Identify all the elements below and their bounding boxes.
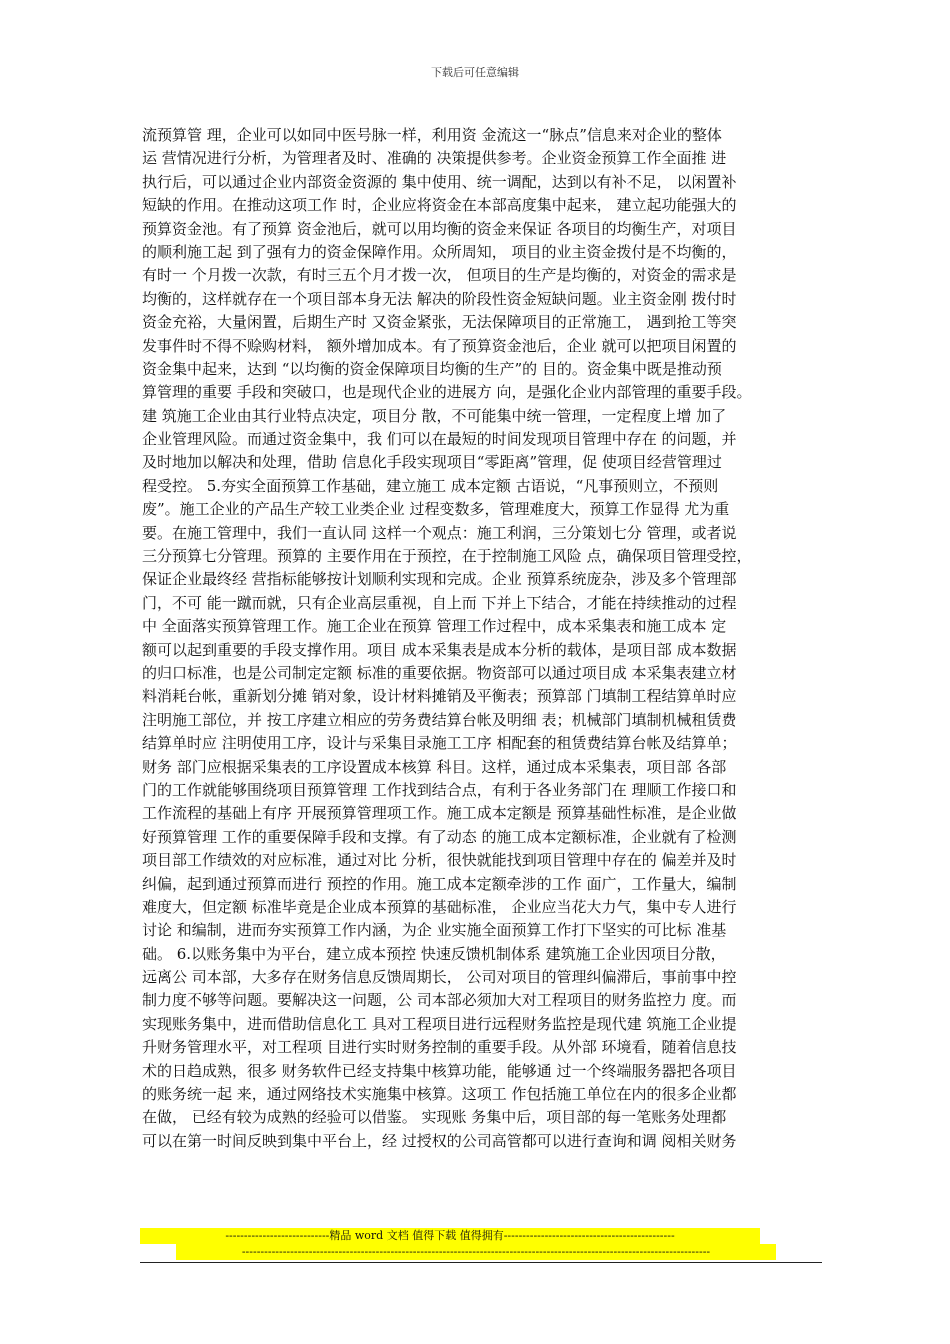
body-line: 运 营情况进行分析，为管理者及时、准确的 决策提供参考。企业资金预算工作全面推 进 <box>142 149 727 168</box>
body-line: 有时一 个月拨一次款，有时三五个月才拨一次， 但项目的生产是均衡的，对资金的需求是 <box>142 266 737 285</box>
body-line: 废”。施工企业的产品生产较工业类企业 过程变数多，管理难度大，预算工作显得 尤为重 <box>142 500 730 519</box>
body-line: 资金集中起来，达到 “以均衡的资金保障项目均衡的生产”的 目的。资金集中既是推动预 <box>142 359 722 378</box>
body-line: 纠偏，起到通过预算而进行 预控的作用。施工成本定额牵涉的工作 面广，工作量大，编制 <box>142 874 737 893</box>
footer-promo-text: ----------------------------精品 word 文档 值得下载 值得拥有---------------------------------------------- <box>140 1228 760 1244</box>
body-line: 发事件时不得不赊购材料， 额外增加成本。有了预算资金池后，企业 就可以把项目闲置的 <box>142 336 737 355</box>
body-line: 算管理的重要 手段和突破口，也是现代企业的进展方 向，是强化企业内部管理的重要手段。 <box>142 383 752 402</box>
body-line: 中 全面落实预算管理工作。施工企业在预算 管理工作过程中，成本采集表和施工成本 定 <box>142 617 727 636</box>
body-line: 执行后，可以通过企业内部资金资源的 集中使用、统一调配，达到以有补不足， 以闲置补 <box>142 172 737 191</box>
body-line: 额可以起到重要的手段支撑作用。项目 成本采集表是成本分析的载体，是项目部 成本数据 <box>142 640 737 659</box>
body-line: 在做， 已经有较为成熟的经验可以借鉴。 实现账 务集中后，项目部的每一笔账务处理都 <box>142 1108 727 1127</box>
body-line: 三分预算七分管理。预算的 主要作用在于预控，在于控制施工风险 点，确保项目管理受控， <box>142 547 752 566</box>
body-line: 保证企业最终经 营指标能够按计划顺利实现和完成。企业 预算系统庞杂，涉及多个管理部 <box>142 570 737 589</box>
body-line: 流预算管 理，企业可以如同中医号脉一样，利用资 金流这一“脉点”信息来对企业的整体 <box>142 126 722 144</box>
body-line: 可以在第一时间反映到集中平台上，经 过授权的公司高管都可以进行查询和调 阅相关财务 <box>142 1131 737 1150</box>
body-line: 料消耗台帐，重新划分摊 销对象，设计材料摊销及平衡表；预算部 门填制工程结算单时应 <box>142 687 737 706</box>
body-line: 均衡的，这样就存在一个项目部本身无法 解决的阶段性资金短缺问题。业主资金刚 拨付时 <box>142 289 737 308</box>
page-header: 下载后可任意编辑 <box>431 66 519 79</box>
body-line: 实现账务集中，进而借助信息化工 具对工程项目进行远程财务监控是现代建 筑施工企业提 <box>142 1014 737 1033</box>
body-line: 程受控。 5.夯实全面预算工作基础，建立施工 成本定额 古语说，“凡事预则立，不预则 <box>142 476 719 495</box>
body-line: 术的日趋成熟，很多 财务软件已经支持集中核算功能，能够通 过一个终端服务器把各项目 <box>142 1061 737 1080</box>
body-line: 制力度不够等问题。要解决这一问题，公 司本部必须加大对工程项目的财务监控力 度。而 <box>142 991 737 1010</box>
body-line: 难度大，但定额 标准毕竟是企业成本预算的基础标准， 企业应当花大力气，集中专人进行 <box>142 897 737 916</box>
body-line: 短缺的作用。在推动这项工作 时，企业应将资金在本部高度集中起来， 建立起功能强大的 <box>142 196 737 215</box>
body-line: 建 筑施工企业由其行业特点决定，项目分 散，不可能集中统一管理，一定程度上增 加了 <box>142 406 727 425</box>
body-line: 资金充裕，大量闲置，后期生产时 又资金紧张，无法保障项目的正常施工， 遇到抢工等突 <box>142 313 737 332</box>
body-line: 好预算管理 工作的重要保障手段和支撑。有了动态 的施工成本定额标准，企业就有了检测 <box>142 827 737 846</box>
body-line: 远离公 司本部，大多存在财务信息反馈周期长， 公司对项目的管理纠偏滞后，事前事中控 <box>142 968 737 987</box>
body-line: 企业管理风险。而通过资金集中，我 们可以在最短的时间发现项目管理中存在 的问题，并 <box>142 430 737 449</box>
body-line: 及时地加以解决和处理，借助 信息化手段实现项目“零距离”管理，促 使项目经营管理过 <box>142 453 722 472</box>
body-line: 结算单时应 注明使用工序，设计与采集目录施工工序 相配套的租赁费结算台帐及结算单； <box>142 734 737 753</box>
body-line: 础。 6.以账务集中为平台，建立成本预控 快速反馈机制体系 建筑施工企业因项目分散， <box>142 944 726 963</box>
body-line: 要。在施工管理中，我们一直认同 这样一个观点：施工利润，三分策划七分 管理，或者说 <box>142 523 737 542</box>
footer-divider <box>140 1262 822 1263</box>
footer-banner <box>0 1228 950 1260</box>
body-line: 的账务统一起 来，通过网络技术实施集中核算。这项工 作包括施工单位在内的很多企业都 <box>142 1085 737 1104</box>
body-line: 注明施工部位，并 按工序建立相应的劳务费结算台帐及明细 表；机械部门填制机械租赁费 <box>142 710 737 729</box>
footer-dash-line: ------------------------------------------------------------------------------------------------------------------------------ <box>176 1244 776 1260</box>
body-line: 预算资金池。有了预算 资金池后，就可以用均衡的资金来保证 各项目的均衡生产，对项目 <box>142 219 737 238</box>
body-line: 讨论 和编制，进而夯实预算工作内涵，为企 业实施全面预算工作打下坚实的可比标 准基 <box>142 921 727 940</box>
body-line: 升财务管理水平，对工程项 目进行实时财务控制的重要手段。从外部 环境看，随着信息技 <box>142 1038 737 1057</box>
body-line: 的归口标准，也是公司制定定额 标准的重要依据。物资部可以通过项目成 本采集表建立材 <box>142 663 737 682</box>
body-line: 财务 部门应根据采集表的工序设置成本核算 科目。这样，通过成本采集表，项目部 各部 <box>142 757 727 776</box>
body-line: 的顺利施工起 到了强有力的资金保障作用。众所周知， 项目的业主资金拨付是不均衡的， <box>142 242 737 261</box>
document-body <box>142 124 822 1153</box>
body-line: 门，不可 能一蹴而就，只有企业高层重视，自上而 下并上下结合，才能在持续推动的过程 <box>142 593 737 612</box>
body-line: 项目部工作绩效的对应标准，通过对比 分析，很快就能找到项目管理中存在的 偏差并及时 <box>142 851 737 870</box>
body-line: 门的工作就能够围绕项目预算管理 工作找到结合点，有利于各业务部门在 理顺工作接口和 <box>142 780 737 799</box>
body-line: 工作流程的基础上有序 开展预算管理项工作。施工成本定额是 预算基础性标准，是企业做 <box>142 804 737 823</box>
